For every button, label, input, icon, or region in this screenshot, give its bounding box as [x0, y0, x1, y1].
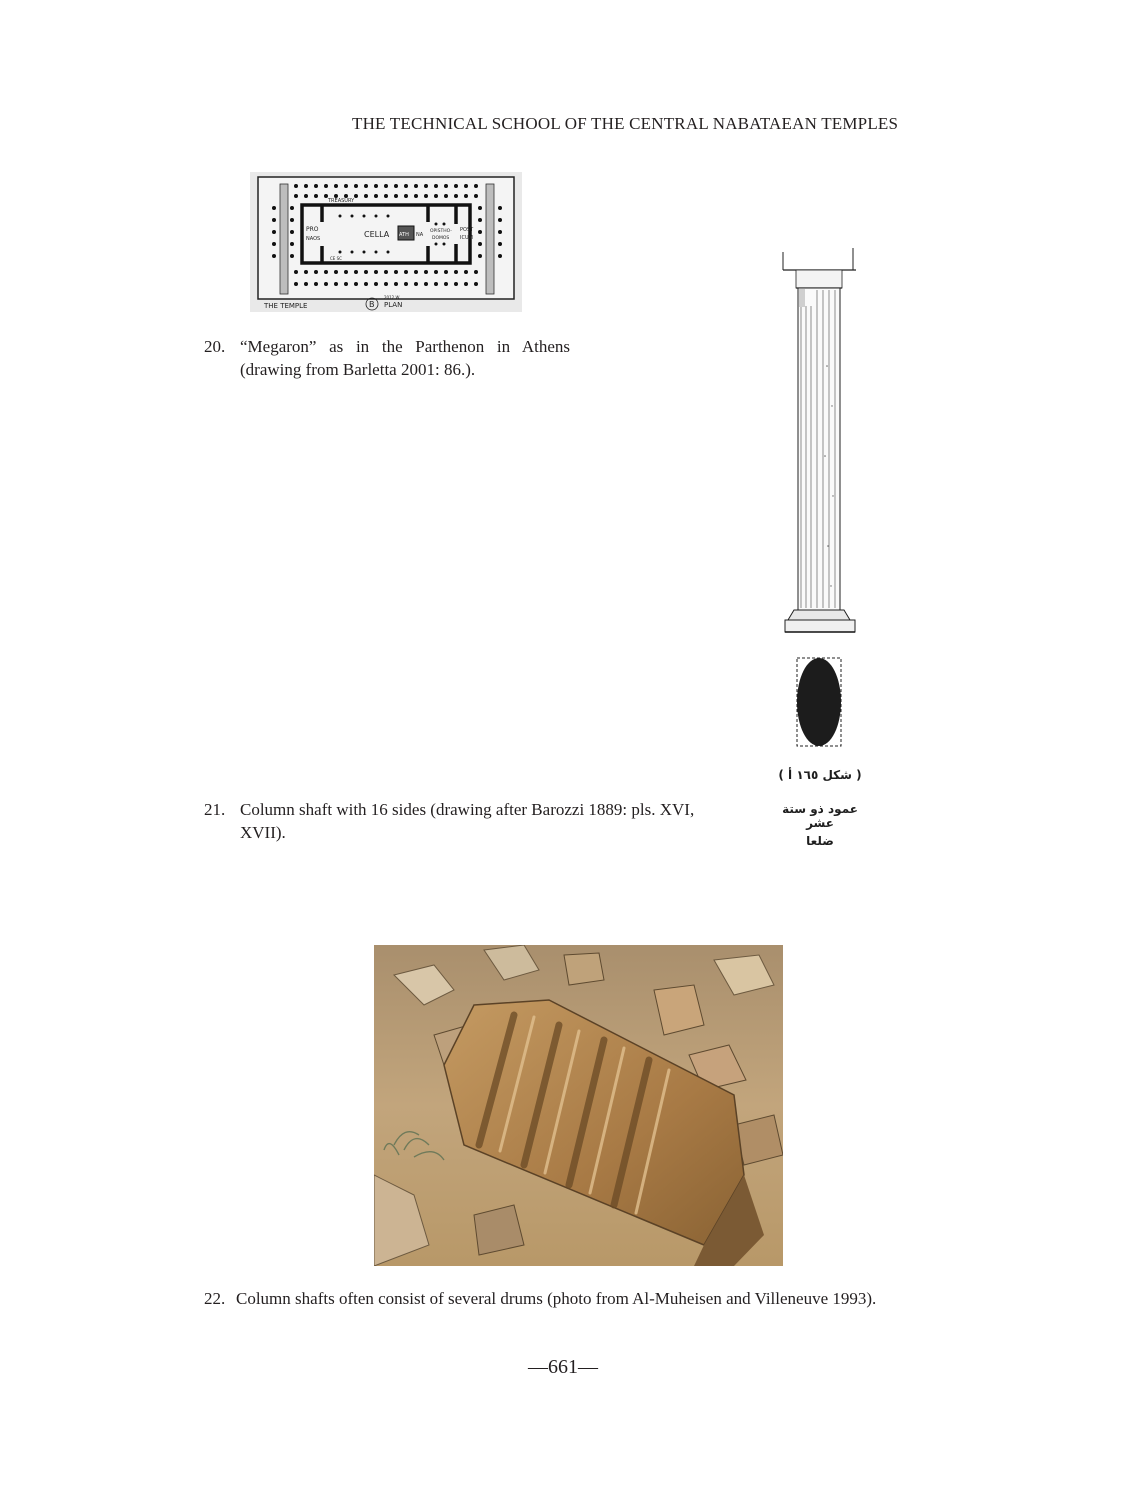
arabic-caption-line-1: عمود ذو ستة عشر	[782, 802, 858, 830]
column-drum-photo	[374, 945, 783, 1266]
plan-label-temple: THE TEMPLE	[264, 302, 308, 310]
figure-22-number: 22.	[204, 1289, 226, 1308]
figure-20-number: 20.	[204, 337, 226, 356]
plan-label-post: POST	[460, 227, 474, 233]
figure-21-number: 21.	[204, 800, 226, 819]
plan-label-naos: NAOS	[306, 236, 321, 242]
column-section-drawing	[795, 656, 845, 750]
figure-20-caption-text: “Megaron” as in the Parthenon in Athens (drawing from Barletta 2001: 86.).	[240, 337, 570, 379]
figure-21-caption	[204, 798, 734, 844]
figure-22-caption-text: Column shafts often consist of several drums (photo from Al-Muheisen and Villeneuve 1993).	[236, 1289, 877, 1308]
plan-label-statue-right: NA	[416, 232, 424, 238]
column-elevation-drawing	[780, 246, 860, 638]
parthenon-plan-drawing	[250, 172, 522, 312]
plan-label-pro: PRO	[306, 226, 319, 233]
figure-21-caption-text: Column shaft with 16 sides (drawing after Barozzi 1889: pls. XVI, XVII).	[240, 800, 695, 842]
plan-label-statue-left: ATH	[399, 232, 409, 238]
page-number: —661—	[528, 1356, 598, 1378]
figure-20-caption	[204, 335, 570, 381]
plan-label-opisthodomos-b: DOMOS	[432, 236, 450, 241]
plan-label-plan-top: 2012 W	[384, 295, 400, 300]
plan-label-marker: B	[369, 300, 375, 309]
plan-label-opisthodomos-a: OPISTHO-	[430, 229, 452, 234]
figure-22-caption	[204, 1287, 964, 1310]
arabic-caption-line-2: ضلعا	[806, 834, 834, 848]
plan-label-cella: CELLA	[364, 230, 390, 239]
plan-label-plan: PLAN	[384, 301, 403, 309]
arabic-figure-number: ( شكل ١٦٥ أ )	[778, 768, 862, 782]
plan-label-icum: ICUM	[460, 235, 473, 241]
running-head: THE TECHNICAL SCHOOL OF THE CENTRAL NABATAEAN TEMPLES	[352, 114, 899, 133]
plan-label-treasury: TREASURY	[328, 198, 355, 204]
plan-label-side: CE SC	[330, 256, 342, 261]
